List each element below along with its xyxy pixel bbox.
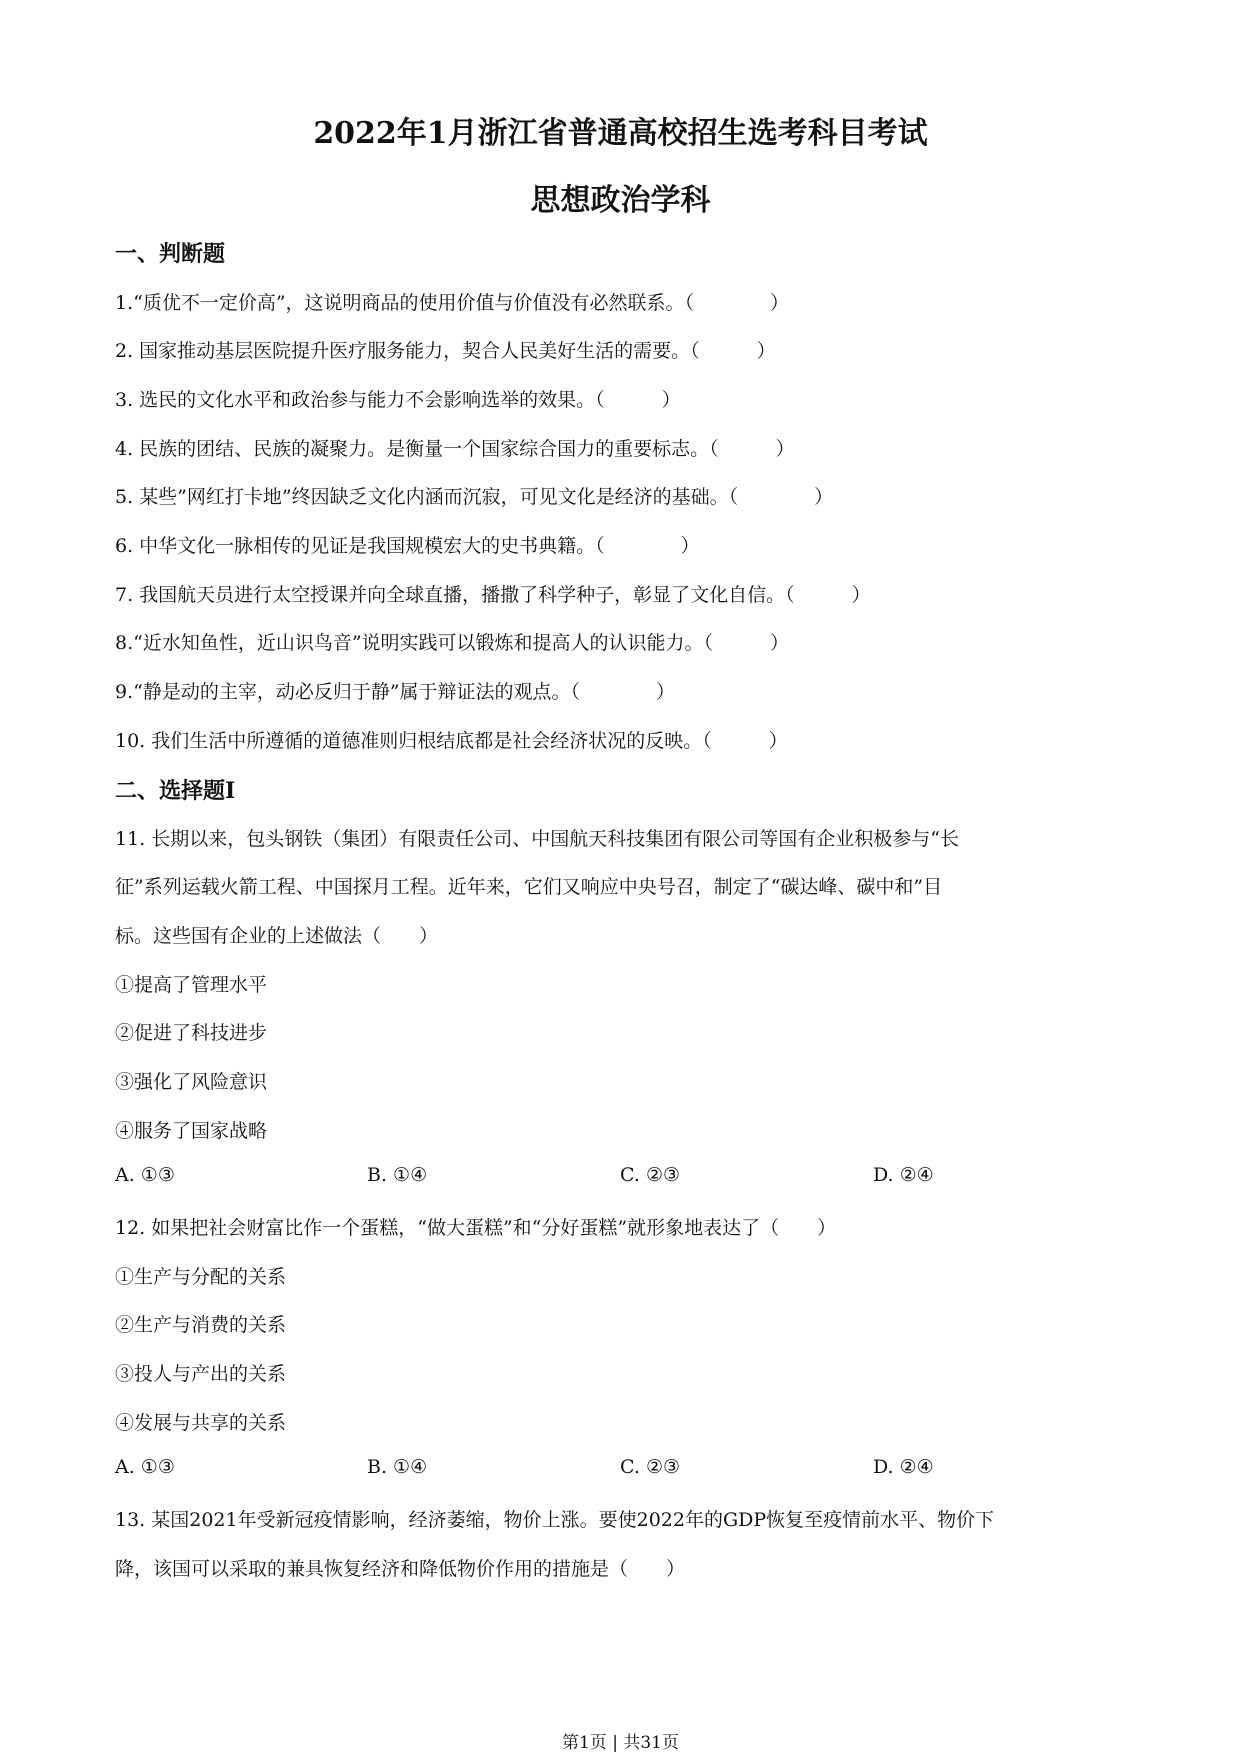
question-11-option-b: B. ①④: [367, 1164, 428, 1186]
question-11-statement: ②促进了科技进步: [115, 1022, 268, 1044]
judgment-item: 4. 民族的团结、民族的凝聚力。是衡量一个国家综合国力的重要标志。（ ）: [115, 438, 795, 460]
question-11-stem: 标。这些国有企业的上述做法（ ）: [115, 925, 439, 947]
question-12-stem: 12. 如果把社会财富比作一个蛋糕，“做大蛋糕”和“分好蛋糕”就形象地表达了（ ）: [115, 1217, 837, 1239]
question-12-option-d: D. ②④: [873, 1456, 934, 1478]
exam-title: 2022年1月浙江省普通高校招生选考科目考试: [313, 116, 928, 151]
question-12-statement: ④发展与共享的关系: [115, 1412, 287, 1434]
question-11-stem: 11. 长期以来，包头钢铁（集团）有限责任公司、中国航天科技集团有限公司等国有企业积极参与“长: [115, 828, 959, 850]
judgment-item: 8.“近水知鱼性，近山识鸟音”说明实践可以锻炼和提高人的认识能力。（ ）: [115, 632, 790, 654]
question-13-stem: 13. 某国2021年受新冠疫情影响，经济萎缩，物价上涨。要使2022年的GDP恢复至疫情前水平、物价下: [115, 1509, 995, 1531]
judgment-item: 10. 我们生活中所遵循的道德准则归根结底都是社会经济状况的反映。（ ）: [115, 730, 788, 752]
question-12-statement: ③投人与产出的关系: [115, 1363, 287, 1385]
exam-subtitle: 思想政治学科: [530, 183, 711, 218]
judgment-item: 6. 中华文化一脉相传的见证是我国规模宏大的史书典籍。（ ）: [115, 535, 700, 557]
question-11-option-a: A. ①③: [115, 1164, 175, 1186]
question-12-option-a: A. ①③: [115, 1456, 175, 1478]
question-13-stem: 降，该国可以采取的兼具恢复经济和降低物价作用的措施是（ ）: [115, 1558, 686, 1580]
question-12-statement: ②生产与消费的关系: [115, 1314, 287, 1336]
question-11-option-d: D. ②④: [873, 1164, 934, 1186]
question-11-statement: ③强化了风险意识: [115, 1071, 268, 1093]
section-heading-choice: 二、选择题Ⅰ: [115, 778, 236, 804]
question-11-statement: ④服务了国家战略: [115, 1120, 268, 1142]
question-12-option-c: C. ②③: [620, 1456, 681, 1478]
question-11-option-c: C. ②③: [620, 1164, 681, 1186]
question-12-option-b: B. ①④: [367, 1456, 428, 1478]
page-footer: 第1页 | 共31页: [562, 1733, 679, 1753]
judgment-item: 2. 国家推动基层医院提升医疗服务能力，契合人民美好生活的需要。（ ）: [115, 340, 776, 362]
question-12-statement: ①生产与分配的关系: [115, 1266, 287, 1288]
question-11-statement: ①提高了管理水平: [115, 974, 268, 996]
judgment-item: 1.“质优不一定价高”，这说明商品的使用价值与价值没有必然联系。（ ）: [115, 292, 790, 314]
judgment-item: 3. 选民的文化水平和政治参与能力不会影响选举的效果。（ ）: [115, 389, 681, 411]
section-heading-judgment: 一、判断题: [115, 241, 226, 267]
judgment-item: 7. 我国航天员进行太空授课并向全球直播，播撒了科学种子，彰显了文化自信。（ ）: [115, 584, 871, 606]
judgment-item: 9.“静是动的主宰，动必反归于静”属于辩证法的观点。（ ）: [115, 681, 676, 703]
judgment-item: 5. 某些”网红打卡地”终因缺乏文化内涵而沉寂，可见文化是经济的基础。（ ）: [115, 486, 834, 508]
question-11-stem: 征”系列运载火箭工程、中国探月工程。近年来，它们又响应中央号召，制定了“碳达峰、碳中和”目: [115, 876, 943, 898]
